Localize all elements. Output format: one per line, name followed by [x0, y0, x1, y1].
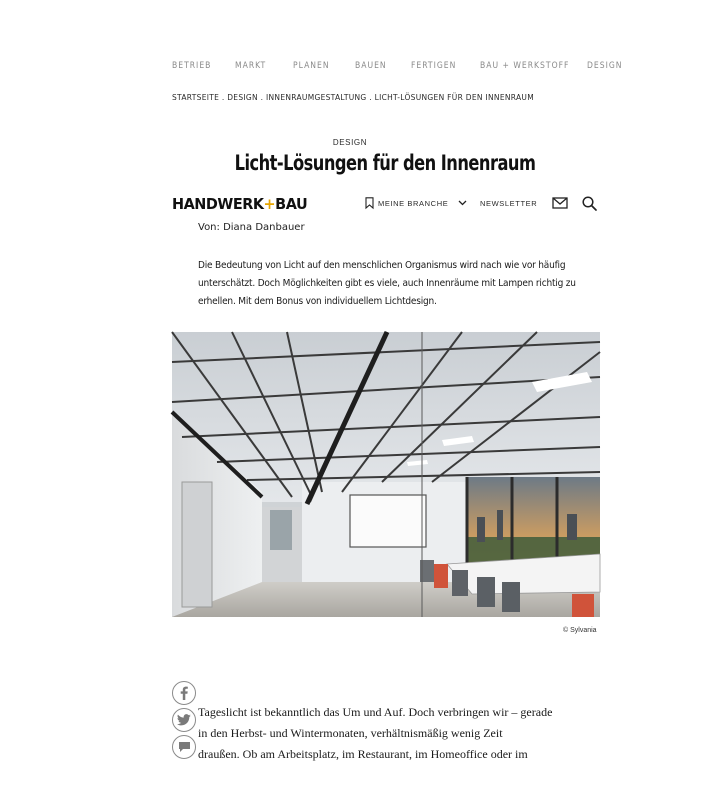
facebook-share-button[interactable] [172, 681, 196, 705]
article-hero-image [172, 332, 600, 617]
article-body-line: in den Herbst- und Wintermonaten, verhältnismäßig wenig Zeit [198, 726, 503, 740]
breadcrumb[interactable]: STARTSEITE . DESIGN . INNENRAUMGESTALTUNG . LICHT-LÖSUNGEN FÜR DEN INNENRAUM [172, 93, 534, 102]
logo-plus: + [263, 195, 276, 213]
logo-text-left: HANDWERK [172, 195, 264, 213]
page-title: Licht-Lösungen für den Innenraum [234, 151, 536, 175]
nav-item-fertigen[interactable]: FERTIGEN [411, 61, 457, 71]
article-body [198, 702, 588, 765]
office-interior-illustration [172, 332, 600, 617]
mail-icon[interactable] [552, 197, 568, 209]
twitter-icon [177, 714, 191, 726]
meine-branche-label: MEINE BRANCHE [378, 198, 449, 208]
nav-item-design[interactable]: DESIGN [587, 61, 623, 71]
nav-item-bauen[interactable]: BAUEN [355, 61, 387, 71]
newsletter-link[interactable]: NEWSLETTER [480, 199, 538, 208]
article-body-line: draußen. Ob am Arbeitsplatz, im Restaurant, im Homeoffice oder im [198, 747, 528, 761]
nav-item-betrieb[interactable]: BETRIEB [172, 61, 212, 71]
bookmark-icon [365, 197, 374, 209]
image-credit: © Sylvania [563, 627, 597, 634]
article-author: Von: Diana Danbauer [198, 222, 305, 233]
facebook-icon [179, 686, 189, 700]
meine-branche-dropdown[interactable] [365, 197, 467, 209]
logo-text-right: BAU [275, 195, 308, 213]
header-bar [172, 193, 600, 215]
nav-item-planen[interactable]: PLANEN [293, 61, 330, 71]
article-category[interactable]: DESIGN [332, 138, 368, 147]
top-navigation [172, 61, 623, 75]
nav-item-bau-werkstoff[interactable]: BAU + WERKSTOFF [480, 61, 570, 71]
site-logo[interactable] [172, 195, 307, 213]
comment-icon [178, 741, 191, 753]
twitter-share-button[interactable] [172, 708, 196, 732]
article-lead: Die Bedeutung von Licht auf den menschlichen Organismus wird nach wie vor häufig unterschätzt. Doch Möglichkeiten gibt es viele, auch Innenräume mit Lampen richtig zu erhellen. Mit dem Bonus von individuellem Lichtdesign. [198, 260, 576, 307]
chevron-down-icon [458, 200, 467, 206]
nav-item-markt[interactable]: MARKT [235, 61, 267, 71]
search-icon[interactable] [582, 196, 597, 211]
comment-share-button[interactable] [172, 735, 196, 759]
article-body-line: Tageslicht ist bekanntlich das Um und Auf. Doch verbringen wir – gerade [198, 705, 553, 719]
